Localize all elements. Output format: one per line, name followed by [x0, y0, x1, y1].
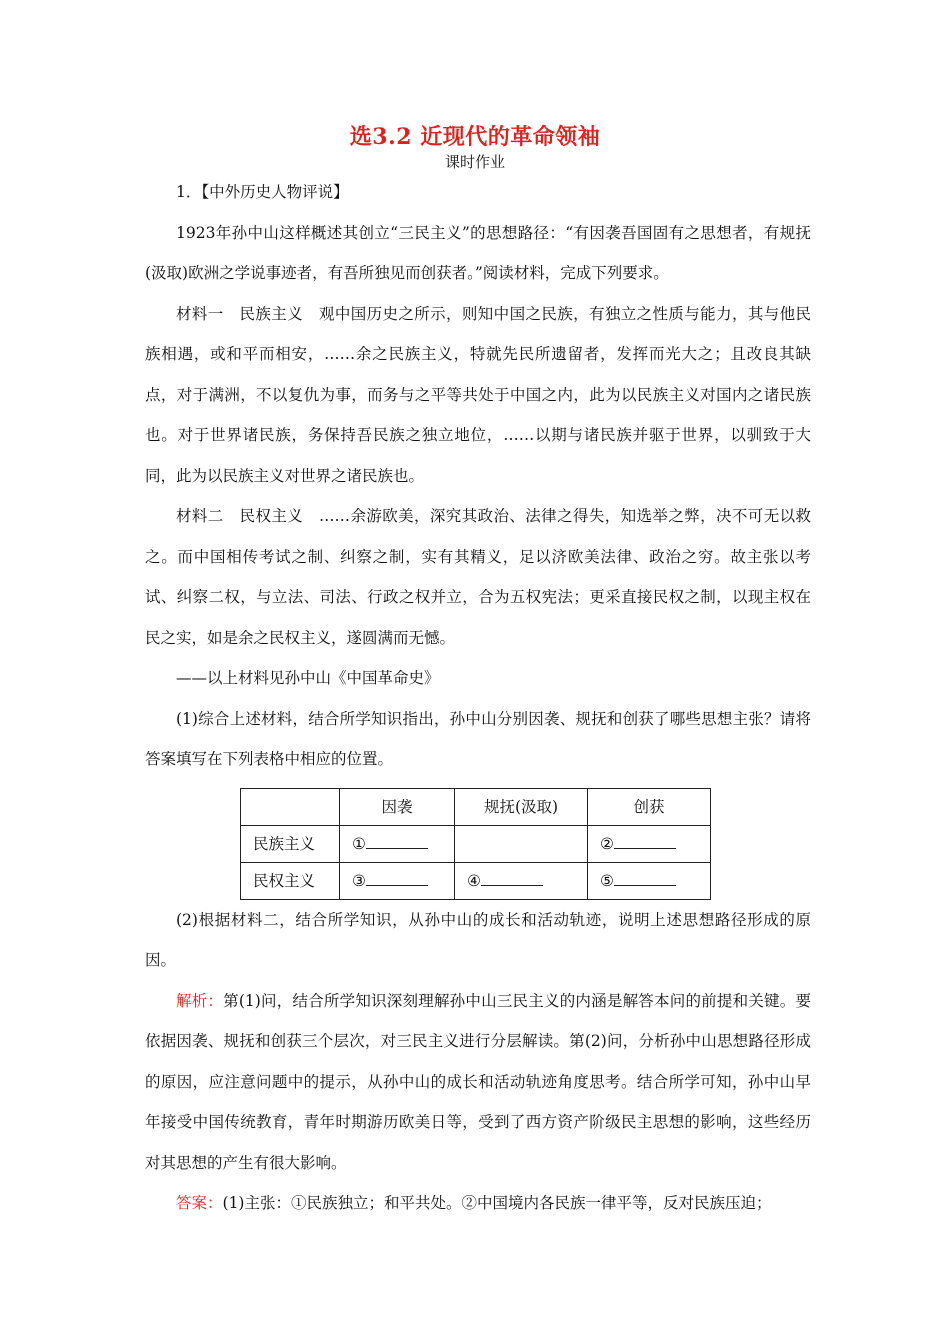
- question-heading: 1．【中外历史人物评说】: [176, 183, 349, 201]
- table-header-cell: 创获: [588, 788, 711, 825]
- page-subtitle: 课时作业: [444, 153, 505, 171]
- question-one: (1)综合上述材料，结合所学知识指出，孙中山分别因袭、规抚和创获了哪些思想主张？请将答案填写在下列表格中相应的位置。: [145, 709, 811, 768]
- empty-cell: [455, 825, 588, 862]
- table-header-cell: 因袭: [340, 788, 455, 825]
- answer-paragraph: [145, 1183, 811, 1224]
- answer-blank[interactable]: [455, 862, 588, 899]
- table-header-cell: [241, 788, 340, 825]
- material-source: ——以上材料见孙中山《中国革命史》: [176, 669, 440, 687]
- answer-blank[interactable]: [340, 825, 455, 862]
- blank-line: [366, 871, 428, 886]
- blank-number: ④: [467, 871, 481, 890]
- page-title: 选3.2 近现代的革命领袖: [349, 124, 601, 150]
- blank-number: ⑤: [600, 871, 614, 890]
- analysis-label: 解析：: [176, 991, 224, 1010]
- answer-blank[interactable]: [340, 862, 455, 899]
- row-label: 民权主义: [241, 862, 340, 899]
- question-two: (2)根据材料二，结合所学知识，从孙中山的成长和活动轨迹，说明上述思想路径形成的原因。: [145, 910, 811, 969]
- table-header-cell: 规抚(汲取): [455, 788, 588, 825]
- answer-blank[interactable]: [588, 862, 711, 899]
- answer-table: [240, 788, 711, 900]
- answer-text: (1)主张：①民族独立；和平共处。②中国境内各民族一律平等，反对民族压迫；: [222, 1194, 772, 1212]
- material-two: 材料二 民权主义 ……余游欧美，深究其政治、法律之得失，知选举之弊，决不可无以救之。而中国相传考试之制、纠察之制，实有其精义，足以济欧美法律、政治之穷。故主张以考试、纠察二权，与立法、司法、行政之权并立，合为五权宪法；更采直接民权之制，以现主权在民之实，如是余之民权主义，遂圆满而无憾。: [145, 507, 811, 647]
- analysis-paragraph: [145, 981, 811, 1184]
- material-one: 材料一 民族主义 观中国历史之所示，则知中国之民族，有独立之性质与能力，其与他民族相遇，或和平而相安，……余之民族主义，特就先民所遗留者，发挥而光大之；且改良其缺点，对于满洲，不以复仇为事，而务与之平等共处于中国之内，此为以民族主义对国内之诸民族也。对于世界诸民族，务保持吾民族之独立地位，……以期与诸民族并驱于世界，以驯致于大同，此为以民族主义对世界之诸民族也。: [145, 304, 811, 485]
- table-row: [241, 825, 711, 862]
- table-row: [241, 862, 711, 899]
- answer-blank[interactable]: [588, 825, 711, 862]
- row-label: 民族主义: [241, 825, 340, 862]
- blank-number: ③: [352, 871, 366, 890]
- analysis-text: 第(1)问，结合所学知识深刻理解孙中山三民主义的内涵是解答本问的前提和关键。要依据因袭、规抚和创获三个层次，对三民主义进行分层解读。第(2)问，分析孙中山思想路径形成的原因，应注意问题中的提示，从孙中山的成长和活动轨迹角度思考。结合所学可知，孙中山早年接受中国传统教育，青年时期游历欧美日等，受到了西方资产阶级民主思想的影响，这些经历对其思想的产生有很大影响。: [145, 991, 811, 1172]
- blank-line: [366, 834, 428, 849]
- table-header-row: [241, 788, 711, 825]
- blank-number: ①: [352, 834, 366, 853]
- blank-line: [481, 871, 543, 886]
- blank-line: [614, 834, 676, 849]
- intro-paragraph: 1923年孙中山这样概述其创立“三民主义”的思想路径：“有因袭吾国固有之思想者，有规抚(汲取)欧洲之学说事迹者，有吾所独见而创获者。”阅读材料，完成下列要求。: [145, 223, 811, 282]
- blank-number: ②: [600, 834, 614, 853]
- document-body: [145, 172, 811, 1224]
- answer-label: 答案：: [176, 1194, 223, 1212]
- blank-line: [614, 871, 676, 886]
